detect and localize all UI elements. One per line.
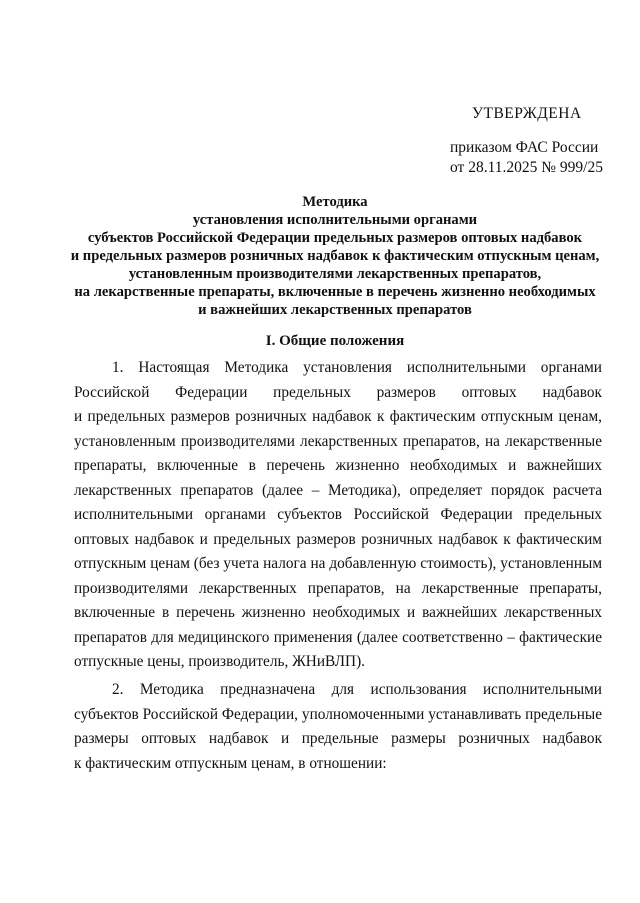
paragraph-line: и предельных размеров розничных надбавок к фактическим отпускным ценам, — [74, 408, 602, 425]
paragraph-line: препараты, включенные в перечень жизненно необходимых и важнейших — [74, 457, 602, 474]
paragraph-line: препаратов для медицинского применения (далее соответственно – фактические — [74, 628, 602, 646]
paragraph-line: к фактическим отпускным ценам, в отношении: — [74, 754, 387, 772]
approval-block — [450, 104, 603, 178]
paragraph-line: включенные в перечень жизненно необходимых и важнейших лекарственных — [74, 604, 602, 621]
paragraph-line: отпускным ценам (без учета налога на добавленную стоимость), установленным — [74, 555, 602, 572]
approval-word: УТВЕРЖДЕНА — [472, 105, 582, 122]
paragraph-line: производителями лекарственных препаратов, на лекарственные препараты, — [74, 579, 602, 597]
paragraph-line: установленным производителями лекарственных препаратов, на лекарственные — [74, 432, 602, 450]
title-line: Методика — [302, 194, 368, 210]
document-title — [60, 193, 610, 319]
paragraph-2 — [74, 678, 602, 776]
paragraph-line: Российской Федерации предельных размеров оптовых надбавок — [74, 383, 602, 401]
title-line: установленным производителями лекарственных препаратов, — [128, 266, 542, 282]
paragraph-line: исполнительными органами субъектов Российской Федерации предельных — [74, 506, 602, 523]
paragraph-line: субъектов Российской Федерации, уполномоченными устанавливать предельные — [74, 705, 602, 723]
title-line: и предельных размеров розничных надбавок к фактическим отпускным ценам, — [70, 248, 600, 264]
title-line: установления исполнительными органами — [192, 212, 478, 228]
section-heading: I. Общие положения — [265, 333, 405, 349]
approval-order-line: приказом ФАС России — [450, 139, 599, 156]
paragraph-1 — [74, 356, 602, 675]
paragraph-line: 1. Настоящая Методика установления исполнительными органами — [112, 359, 602, 376]
title-line: субъектов Российской Федерации предельных размеров оптовых надбавок — [87, 230, 583, 246]
title-line: и важнейших лекарственных препаратов — [198, 302, 472, 318]
paragraph-line: размеры оптовых надбавок и предельные размеры розничных надбавок — [74, 730, 602, 747]
title-line: на лекарственные препараты, включенные в перечень жизненно необходимых — [74, 284, 596, 300]
approval-date-line: от 28.11.2025 № 999/25 — [450, 159, 603, 176]
paragraph-line: отпускные цены, производитель, ЖНиВЛП). — [74, 653, 365, 670]
paragraph-line: лекарственных препаратов (далее – Методика), определяет порядок расчета — [74, 481, 602, 499]
paragraph-line: оптовых надбавок и предельных размеров розничных надбавок к фактическим — [74, 530, 602, 548]
paragraph-line: 2. Методика предназначена для использования исполнительными — [112, 681, 602, 698]
